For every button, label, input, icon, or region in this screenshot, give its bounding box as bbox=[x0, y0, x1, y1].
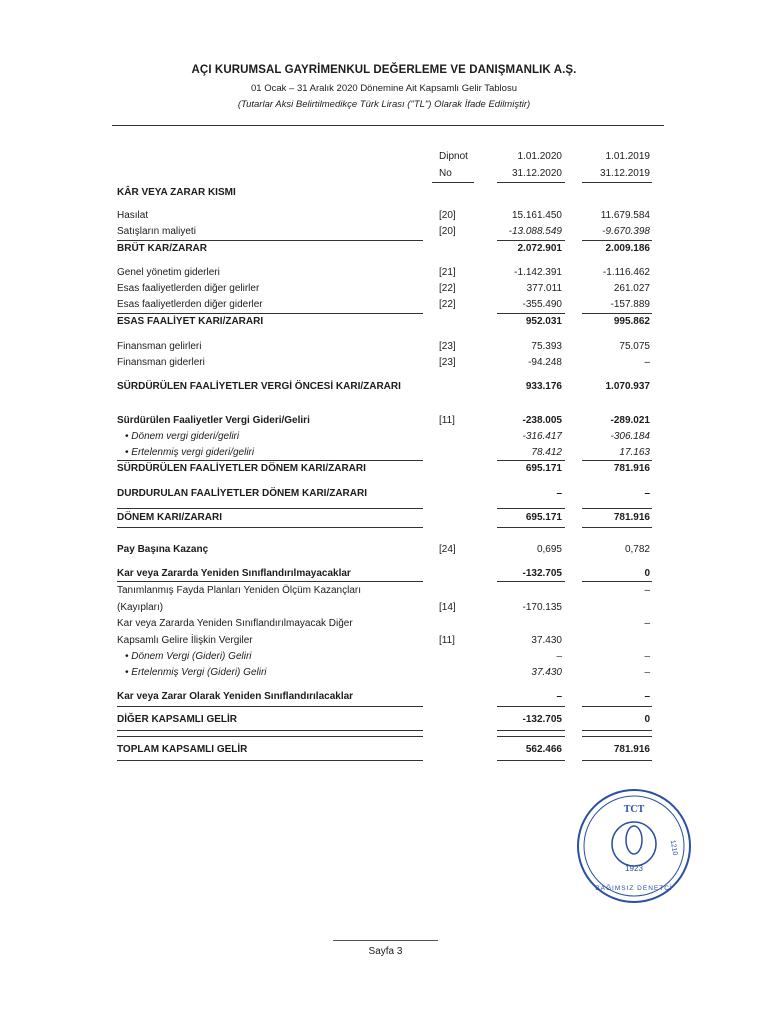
row-value-2019: – bbox=[644, 651, 650, 662]
table-row bbox=[117, 356, 652, 370]
rule bbox=[497, 527, 565, 528]
row-label: SÜRDÜRÜLEN FAALİYETLER DÖNEM KARI/ZARARI bbox=[117, 463, 366, 474]
row-value-2019: 75.075 bbox=[619, 341, 650, 352]
row-label: BRÜT KAR/ZARAR bbox=[117, 243, 207, 254]
table-row bbox=[117, 380, 652, 394]
row-value-2019: 781.916 bbox=[613, 744, 650, 755]
table-row bbox=[117, 242, 652, 256]
rule bbox=[582, 313, 652, 314]
row-value-2020: 37.430 bbox=[531, 667, 562, 678]
rule bbox=[497, 508, 565, 509]
rule bbox=[117, 313, 423, 314]
table-row bbox=[117, 298, 652, 312]
table-row bbox=[117, 690, 652, 704]
row-label: Esas faaliyetlerden diğer giderler bbox=[117, 299, 263, 310]
row-note: [20] bbox=[439, 210, 456, 221]
row-label: DİĞER KAPSAMLI GELİR bbox=[117, 714, 238, 725]
rule bbox=[497, 313, 565, 314]
row-label: Pay Başına Kazanç bbox=[117, 544, 209, 555]
auditor-stamp bbox=[574, 786, 694, 906]
table-row bbox=[117, 462, 652, 476]
row-value-2020: -355.490 bbox=[522, 299, 562, 310]
col-2020-rule bbox=[497, 182, 565, 183]
row-value-2020: 75.393 bbox=[531, 341, 562, 352]
rule bbox=[117, 706, 423, 707]
stamp-ring-text: BAĞIMSIZ DENETÇİ bbox=[595, 885, 673, 892]
row-value-2020: 952.031 bbox=[525, 316, 562, 327]
table-row bbox=[117, 414, 652, 428]
table-row bbox=[117, 650, 652, 664]
row-value-2019: -9.670.398 bbox=[602, 226, 650, 237]
table-row bbox=[117, 743, 652, 757]
row-label: ESAS FAALİYET KARI/ZARARI bbox=[117, 316, 264, 327]
table-row bbox=[117, 340, 652, 354]
row-label: Sürdürülen Faaliyetler Vergi Gideri/Geliri bbox=[117, 415, 310, 426]
rule bbox=[497, 730, 565, 731]
row-value-2019: – bbox=[644, 667, 650, 678]
row-value-2019: 17.163 bbox=[619, 447, 650, 458]
table-row bbox=[117, 282, 652, 296]
row-label: SÜRDÜRÜLEN FAALİYETLER VERGİ ÖNCESİ KARI/ZARARI bbox=[117, 381, 401, 392]
row-value-2019: 261.027 bbox=[613, 283, 650, 294]
rule bbox=[117, 527, 423, 528]
row-value-2020: 695.171 bbox=[525, 463, 562, 474]
row-label: Hasılat bbox=[117, 210, 149, 221]
row-note: [21] bbox=[439, 267, 456, 278]
row-label: Satışların maliyeti bbox=[117, 226, 196, 237]
row-note: [14] bbox=[439, 602, 456, 613]
stamp-top-text: TCT bbox=[623, 804, 645, 815]
col-2020-head-2: 31.12.2020 bbox=[511, 168, 562, 179]
currency-note: (Tutarlar Aksi Belirtilmedikçe Türk Lirası ("TL") Olarak İfade Edilmiştir) bbox=[237, 99, 531, 110]
stamp-emblem bbox=[626, 826, 642, 854]
row-value-2020: -132.705 bbox=[522, 714, 562, 725]
rule bbox=[497, 581, 565, 582]
table-row bbox=[117, 315, 652, 329]
table-row bbox=[117, 601, 652, 615]
table-row bbox=[117, 634, 652, 648]
note-col-rule bbox=[432, 182, 474, 183]
row-value-2020: 0,695 bbox=[536, 544, 562, 555]
row-value-2019: -289.021 bbox=[610, 415, 650, 426]
row-value-2020: -94.248 bbox=[528, 357, 562, 368]
stamp-center-ring bbox=[612, 822, 656, 866]
row-label: Finansman gelirleri bbox=[117, 341, 202, 352]
rule bbox=[582, 240, 652, 241]
row-value-2020: 15.161.450 bbox=[511, 210, 562, 221]
row-label: TOPLAM KAPSAMLI GELİR bbox=[117, 744, 248, 755]
table-row bbox=[117, 617, 652, 631]
rule bbox=[117, 730, 423, 731]
rule bbox=[497, 706, 565, 707]
table-row bbox=[117, 430, 652, 444]
row-value-2019: -157.889 bbox=[610, 299, 650, 310]
rule bbox=[117, 581, 423, 582]
row-value-2019: -306.184 bbox=[610, 431, 650, 442]
row-value-2019: – bbox=[644, 691, 650, 702]
rule bbox=[117, 736, 423, 737]
row-value-2019: 995.862 bbox=[613, 316, 650, 327]
stamp-number: 1210 bbox=[668, 839, 679, 857]
table-row bbox=[117, 225, 652, 239]
rule bbox=[497, 460, 565, 461]
row-label: KÂR VEYA ZARAR KISMI bbox=[117, 187, 236, 198]
col-2020-head-1: 1.01.2020 bbox=[517, 151, 562, 162]
table-row bbox=[117, 713, 652, 727]
row-value-2020: 37.430 bbox=[531, 635, 562, 646]
table-row bbox=[117, 511, 652, 525]
stamp-year: 1923 bbox=[625, 864, 643, 873]
row-label: Kar veya Zarar Olarak Yeniden Sınıflandırılacaklar bbox=[117, 691, 354, 702]
section-title-profit-loss bbox=[117, 186, 652, 200]
row-value-2019: 0,782 bbox=[624, 544, 650, 555]
row-value-2019: – bbox=[644, 618, 650, 629]
row-value-2020: 695.171 bbox=[525, 512, 562, 523]
row-note: [11] bbox=[439, 635, 455, 646]
rule bbox=[117, 760, 423, 761]
company-name: AÇI KURUMSAL GAYRİMENKUL DEĞERLEME VE DANIŞMANLIK A.Ş. bbox=[191, 64, 577, 76]
table-row bbox=[117, 584, 652, 598]
rule bbox=[582, 527, 652, 528]
row-label: Esas faaliyetlerden diğer gelirler bbox=[117, 283, 260, 294]
rule bbox=[117, 240, 423, 241]
rule bbox=[582, 508, 652, 509]
rule bbox=[582, 730, 652, 731]
row-value-2019: 11.679.584 bbox=[600, 210, 650, 221]
rule bbox=[582, 760, 652, 761]
row-label: (Kayıpları) bbox=[117, 602, 164, 613]
rule bbox=[582, 581, 652, 582]
rule bbox=[117, 460, 423, 461]
row-label: • Dönem Vergi (Gideri) Geliri bbox=[125, 651, 252, 662]
statement-period: 01 Ocak – 31 Aralık 2020 Dönemine Ait Kapsamlı Gelir Tablosu bbox=[251, 83, 517, 94]
row-label: Genel yönetim giderleri bbox=[117, 267, 220, 278]
row-value-2019: – bbox=[644, 357, 650, 368]
table-row bbox=[117, 543, 652, 557]
row-value-2019: 781.916 bbox=[613, 512, 650, 523]
row-value-2019: 1.070.937 bbox=[605, 381, 650, 392]
table-row bbox=[117, 487, 652, 501]
row-note: [22] bbox=[439, 299, 456, 310]
row-value-2020: 2.072.901 bbox=[517, 243, 562, 254]
row-value-2020: -1.142.391 bbox=[514, 267, 562, 278]
row-value-2020: -132.705 bbox=[522, 568, 562, 579]
row-value-2019: -1.116.462 bbox=[602, 267, 650, 278]
row-label: Kar veya Zararda Yeniden Sınıflandırılmayacaklar bbox=[117, 568, 351, 579]
row-note: [11] bbox=[439, 415, 455, 426]
row-label: • Ertelenmiş vergi gideri/geliri bbox=[125, 447, 255, 458]
row-value-2020: -13.088.549 bbox=[508, 226, 562, 237]
table-row bbox=[117, 209, 652, 223]
rule bbox=[497, 736, 565, 737]
table-row bbox=[117, 666, 652, 680]
rule bbox=[497, 240, 565, 241]
row-label: Finansman giderleri bbox=[117, 357, 205, 368]
row-value-2020: -316.417 bbox=[522, 431, 562, 442]
row-label: • Dönem vergi gideri/geliri bbox=[125, 431, 240, 442]
row-value-2020: 562.466 bbox=[525, 744, 562, 755]
row-value-2019: – bbox=[644, 488, 650, 499]
row-value-2020: – bbox=[556, 691, 562, 702]
row-note: [24] bbox=[439, 544, 456, 555]
row-value-2020: -170.135 bbox=[522, 602, 562, 613]
table-row bbox=[117, 446, 652, 460]
note-col-head-1: Dipnot bbox=[439, 151, 468, 162]
row-value-2020: 377.011 bbox=[526, 283, 562, 294]
row-label: DURDURULAN FAALİYETLER DÖNEM KARI/ZARARI bbox=[117, 488, 367, 499]
row-value-2020: 78.412 bbox=[531, 447, 562, 458]
col-2019-rule bbox=[582, 182, 652, 183]
row-label: Kapsamlı Gelire İlişkin Vergiler bbox=[117, 635, 253, 646]
row-value-2020: – bbox=[556, 488, 562, 499]
row-label: DÖNEM KARI/ZARARI bbox=[117, 512, 222, 523]
row-note: [22] bbox=[439, 283, 456, 294]
note-col-head-2: No bbox=[439, 168, 452, 179]
table-row bbox=[117, 567, 652, 581]
row-value-2019: 0 bbox=[644, 568, 650, 579]
col-2019-head-1: 1.01.2019 bbox=[605, 151, 650, 162]
rule bbox=[497, 760, 565, 761]
header-rule bbox=[112, 125, 664, 126]
row-value-2019: – bbox=[644, 585, 650, 596]
row-value-2019: 781.916 bbox=[613, 463, 650, 474]
row-note: [20] bbox=[439, 226, 456, 237]
row-note: [23] bbox=[439, 341, 456, 352]
row-value-2020: – bbox=[556, 651, 562, 662]
row-label: • Ertelenmiş Vergi (Gideri) Geliri bbox=[125, 667, 267, 678]
rule bbox=[117, 508, 423, 509]
footer-rule bbox=[333, 940, 438, 941]
row-label: Tanımlanmış Fayda Planları Yeniden Ölçüm Kazançları bbox=[117, 585, 362, 596]
rule bbox=[582, 460, 652, 461]
row-value-2019: 2.009.186 bbox=[605, 243, 650, 254]
row-note: [23] bbox=[439, 357, 456, 368]
table-row bbox=[117, 266, 652, 280]
row-value-2020: 933.176 bbox=[525, 381, 562, 392]
row-label: Kar veya Zararda Yeniden Sınıflandırılmayacak Diğer bbox=[117, 618, 353, 629]
row-value-2020: -238.005 bbox=[522, 415, 562, 426]
rule bbox=[582, 706, 652, 707]
page-number: Sayfa 3 bbox=[368, 946, 403, 957]
col-2019-head-2: 31.12.2019 bbox=[599, 168, 650, 179]
rule bbox=[582, 736, 652, 737]
row-value-2019: 0 bbox=[644, 714, 650, 725]
